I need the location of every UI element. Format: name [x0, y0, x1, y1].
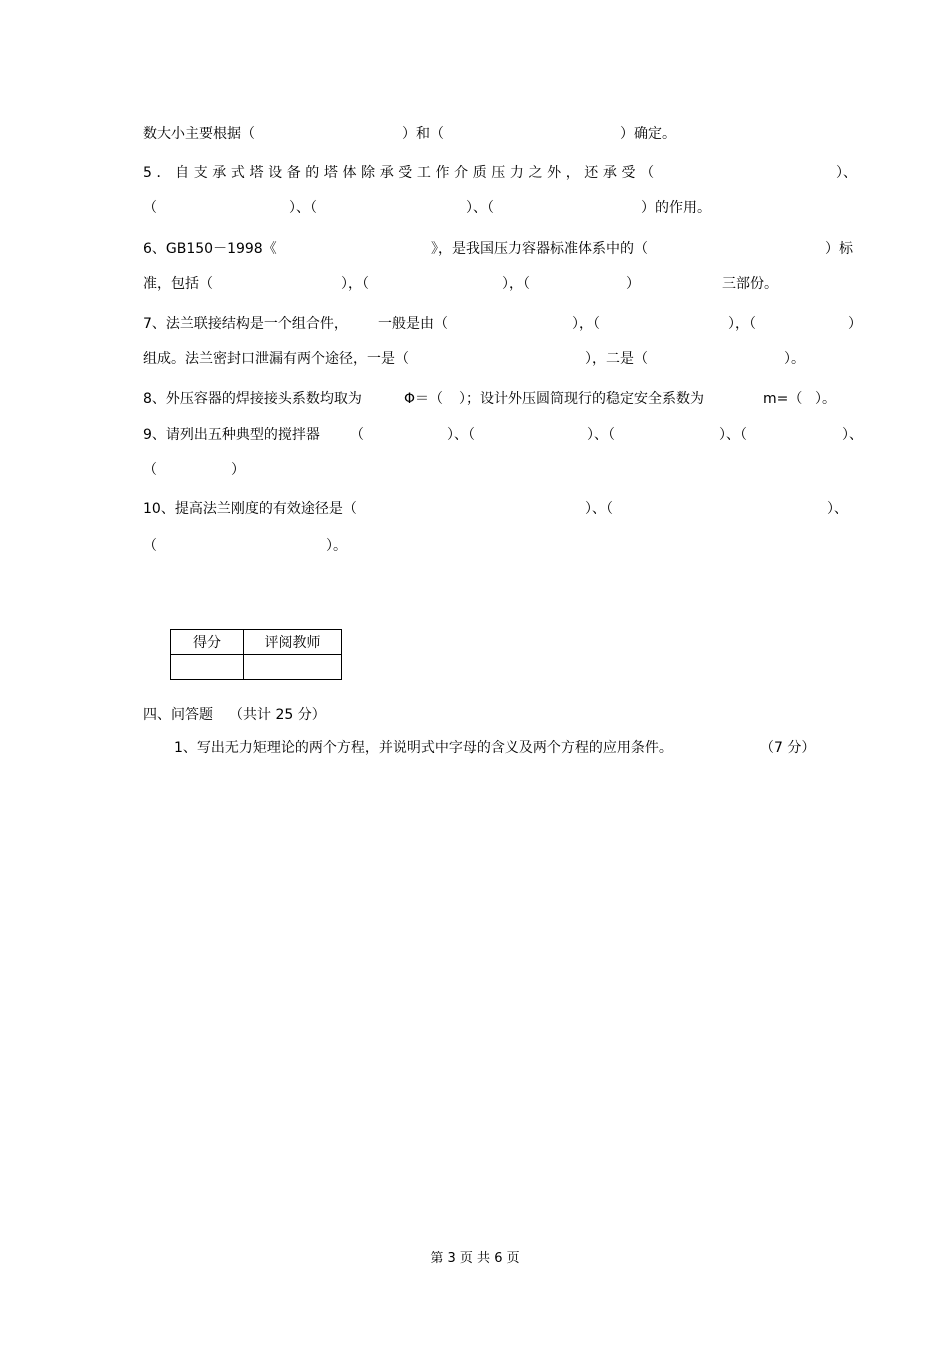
q8-part4: m=（ — [763, 391, 803, 407]
q7b-part2: ），二是（ — [585, 351, 648, 367]
q8-part2: Φ＝（ — [404, 391, 444, 407]
q10b-part2: ）。 — [326, 538, 347, 554]
section-title: 四、问答题 — [143, 707, 213, 723]
score-header: 得分 — [171, 630, 244, 655]
q9-part1: 9、请列出五种典型的搅拌器 — [143, 427, 320, 443]
q10-part1: 10、提高法兰刚度的有效途径是（ — [143, 501, 357, 517]
q7b-part3: ）。 — [784, 351, 805, 367]
q9-part5: ）、（ — [719, 427, 747, 443]
q9-part6: ）、 — [842, 427, 863, 443]
score-cell[interactable] — [171, 655, 244, 680]
q6b-part2: ），（ — [341, 276, 369, 292]
section-points: （共计 25 分） — [229, 707, 326, 723]
q6b-part3: ），（ — [502, 276, 530, 292]
q6-part3: ）标 — [825, 241, 853, 257]
page-footer: 第 3 页 共 6 页 — [430, 1251, 520, 1266]
blank-line-1-part2: ）和（ — [402, 126, 444, 142]
q7-part5: ） — [848, 316, 862, 332]
q6b-part5: 三部份。 — [722, 276, 778, 292]
q5b-part2: ）、（ — [289, 200, 317, 216]
q5-text-end: ）、 — [836, 165, 857, 181]
blank-line-1-part1: 数大小主要根据（ — [143, 126, 255, 142]
q7-part2: 一般是由（ — [378, 316, 448, 332]
q6-part2: 》，是我国压力容器标准体系中的（ — [431, 241, 648, 257]
q7-part3: ），（ — [572, 316, 600, 332]
q6b-part1: 准，包括（ — [143, 276, 213, 292]
q10-part2: ）、（ — [585, 501, 613, 517]
q5b-part1: （ — [143, 200, 157, 216]
q7-part1: 7、法兰联接结构是一个组合件， — [143, 316, 348, 332]
q8-part1: 8、外压容器的焊接接头系数均取为 — [143, 391, 362, 407]
q10b-part1: （ — [143, 538, 157, 554]
blank-line-1-part3: ）确定。 — [620, 126, 676, 142]
q9b-part2: ） — [231, 462, 245, 478]
q9-part3: ）、（ — [447, 427, 475, 443]
teacher-header: 评阅教师 — [244, 630, 342, 655]
question-1-text: 1、写出无力矩理论的两个方程，并说明式中字母的含义及两个方程的应用条件。 — [174, 740, 673, 756]
q5b-part3: ）、（ — [466, 200, 494, 216]
q8-part3: ）；设计外压圆筒现行的稳定安全系数为 — [459, 391, 704, 407]
q7b-part1: 组成。法兰密封口泄漏有两个途径，一是（ — [143, 351, 409, 367]
q6b-part4: ） — [626, 276, 640, 292]
q7-part4: ），（ — [728, 316, 756, 332]
q5b-part4: ）的作用。 — [641, 200, 711, 216]
q5-text: 5．自支承式塔设备的塔体除承受工作介质压力之外，还承受（ — [143, 165, 659, 181]
question-1-points: （7 分） — [760, 740, 816, 756]
score-table — [170, 629, 342, 680]
q8-part5: ）。 — [815, 391, 836, 407]
q6-part1: 6、GB150－1998《 — [143, 241, 277, 257]
teacher-cell[interactable] — [244, 655, 342, 680]
q9-part2: （ — [350, 427, 364, 443]
q9b-part1: （ — [143, 462, 157, 478]
q10-part3: ）、 — [827, 501, 848, 517]
q9-part4: ）、（ — [587, 427, 615, 443]
